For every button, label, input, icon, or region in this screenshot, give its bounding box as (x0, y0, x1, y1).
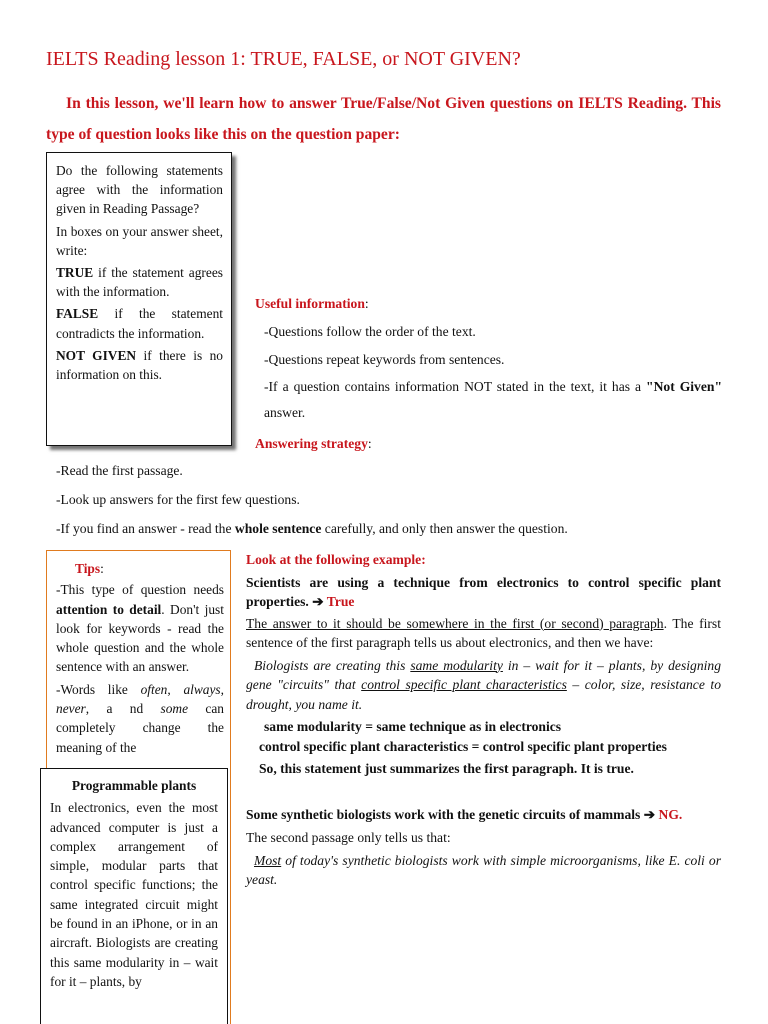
quote-text: Biologists are creating this (254, 657, 411, 673)
tip-paragraph (56, 580, 224, 676)
statement-text: Scientists are using a technique from electronics to control specific plant properties. (246, 574, 721, 609)
item-text: -If you find an answer - read the (56, 521, 235, 536)
explanation (246, 614, 721, 653)
passage-quote (246, 851, 721, 890)
true-definition (56, 263, 223, 301)
answer-label: NG. (658, 806, 683, 822)
example-statement (246, 805, 721, 825)
false-term: FALSE (56, 306, 99, 322)
page-title: IELTS Reading lesson 1: TRUE, FALSE, or NOT GIVEN? (46, 48, 521, 70)
tip-word: some (160, 701, 189, 717)
example-statement (246, 573, 721, 612)
list-item: -Questions repeat keywords from sentences. (264, 352, 505, 367)
tip-text: . Don't just look for keywords - read the whole question and the whole sentence with an answer. (56, 601, 224, 675)
strategy-heading (255, 436, 372, 452)
colon: : (364, 296, 369, 311)
passage-body: In electronics, even the most advanced computer is just a complex arrangement of simple, modular parts that control specific functions; the same integrated circuit might be found in an iPhone, or in an aircraft. Biologists are creating this same modularity in – wait for it – plants, by (50, 800, 218, 989)
tip-bold: attention to detail (56, 601, 162, 617)
useful-info-list (264, 322, 722, 435)
item-bold: whole sentence (234, 521, 322, 536)
tip-word: never (56, 701, 86, 717)
tip-text: -Words like (56, 681, 141, 697)
tips-heading (75, 559, 224, 578)
explanation-text: . The first sentence of the first paragraph tells us about electronics, and then we have: (246, 615, 721, 650)
quote-underlined: same modularity (410, 657, 503, 673)
explanation-underlined: The answer to it should be somewhere in the first (or second) paragraph (246, 615, 664, 631)
list-item: -Read the first passage. (56, 463, 183, 478)
instructions-box (46, 152, 232, 446)
item-bold: "Not Given" (646, 379, 722, 394)
ng-def: if there is no information on this. (56, 347, 223, 383)
tips-heading-text: Tips (75, 561, 101, 576)
conclusion: So, this statement just summarizes the first paragraph. It is true. (259, 761, 634, 776)
tip-word: always (183, 681, 221, 697)
arrow-icon: ➔ (308, 594, 327, 609)
colon: : (100, 561, 104, 576)
instructions-text: In boxes on your answer sheet, write: (56, 223, 223, 258)
colon: : (367, 436, 372, 451)
list-item (264, 374, 722, 426)
arrow-icon: ➔ (640, 806, 659, 822)
tip-paragraph: -Words like often, always, never, a nd some can completely change the meaning of the (56, 681, 224, 755)
equivalence-line: same modularity = same technique as in electronics (264, 719, 562, 734)
item-text: -If a question contains information NOT stated in the text, it has a (264, 379, 647, 394)
statement-text: Some synthetic biologists work with the genetic circuits of mammals (246, 806, 641, 822)
list-item: -Questions follow the order of the text. (264, 324, 476, 339)
item-text: carefully, and only then answer the question. (321, 521, 568, 536)
quote-underlined: Most (254, 852, 282, 868)
tip-text: can completely change the meaning of the (56, 701, 224, 755)
equivalence-line: control specific plant characteristics = control specific plant properties (259, 738, 667, 754)
tip-text: -This type of question needs (56, 582, 224, 598)
passage-quote (246, 656, 721, 715)
ng-definition (56, 346, 223, 384)
true-def: if the statement agrees with the information. (56, 265, 223, 300)
example-heading: Look at the following example: (246, 552, 426, 567)
tip-word: often (140, 681, 168, 697)
false-definition (56, 304, 223, 342)
list-item: -Look up answers for the first few questions. (56, 492, 300, 507)
quote-underlined: control specific plant characteristics (361, 677, 567, 692)
item-text: answer. (264, 405, 306, 420)
useful-heading-text: Useful information (255, 296, 365, 311)
strategy-heading-text: Answering strategy (255, 436, 368, 451)
tip-text: , a nd (85, 701, 161, 717)
ng-term: NOT GIVEN (56, 347, 137, 363)
explanation: The second passage only tells us that: (246, 830, 451, 845)
answer-label: True (326, 594, 355, 609)
example-section (246, 550, 721, 890)
list-item (56, 521, 736, 550)
passage-title: Programmable plants (71, 778, 197, 793)
strategy-list (56, 463, 736, 550)
true-term: TRUE (56, 265, 94, 281)
quote-text: of today's synthetic biologists work with simple microorganisms, like E. coli or yeast. (246, 852, 721, 887)
quote-text: – color, size, resistance to drought, you name it. (246, 677, 721, 712)
passage-box (40, 768, 228, 1024)
false-def: if the statement contradicts the information. (56, 306, 223, 341)
useful-info-heading (255, 296, 369, 312)
quote-text: in – wait for it – plants, by designing gene "circuits" that (246, 657, 721, 692)
intro-paragraph: In this lesson, we'll learn how to answer True/False/Not Given questions on IELTS Reading. This type of question looks like this on the question paper: (46, 95, 721, 143)
instructions-text: Do the following statements agree with the information given in Reading Passage? (56, 163, 223, 217)
